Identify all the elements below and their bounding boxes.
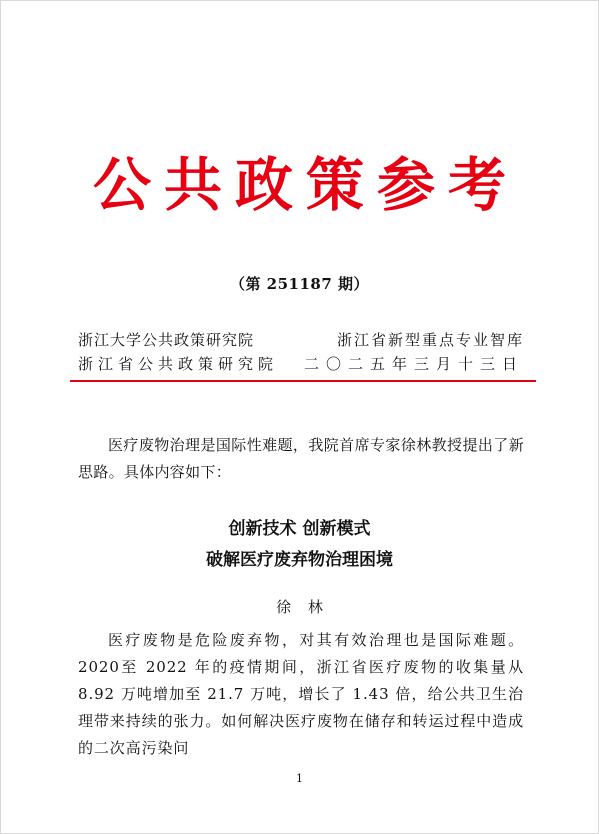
masthead-title: 公共政策参考 xyxy=(92,151,519,219)
publisher-provincial-institute: 浙江省公共政策研究院 xyxy=(78,355,279,373)
publication-date: 二〇二五年三月十三日 xyxy=(303,355,524,373)
article-author: 徐 林 xyxy=(276,598,329,616)
publisher-row-1 xyxy=(78,333,524,348)
article-body-paragraph: 医疗废物是危险废弃物，对其有效治理也是国际难题。2020至 2022 年的疫情期间，浙江省医疗废物的收集量从 8.92 万吨增加至 21.7 万吨，增长了 1.43 倍，给公共卫生治理带来持续的张力。如何解决医疗废物在储存和转运过程中造成的二次高污染问 xyxy=(78,631,524,757)
article-title-line-1: 创新技术 创新模式 xyxy=(228,519,371,539)
intro-paragraph: 医疗废物治理是国际性难题，我院首席专家徐林教授提出了新思路。具体内容如下： xyxy=(78,436,524,481)
publisher-university-institute: 浙江大学公共政策研究院 xyxy=(78,331,255,349)
page-number: 1 xyxy=(296,772,303,785)
issue-number: （第 251187 期） xyxy=(229,275,370,293)
article-title-line-2: 破解医疗废弃物治理困境 xyxy=(206,550,393,570)
publisher-think-tank: 浙江省新型重点专业智库 xyxy=(336,331,524,349)
header-divider xyxy=(70,380,536,382)
publisher-row-2 xyxy=(78,357,524,372)
